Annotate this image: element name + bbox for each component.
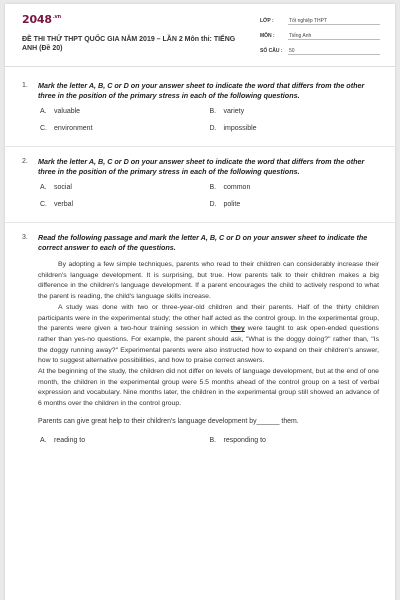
option-d[interactable]: D. polite [209, 201, 241, 208]
passage-paragraph: A study was done with two or three-year-old children and their parents. Half of the thirty children participants were in the experimental study; the other half acted as the control group. In the experimental group, the parents were given a two-hour training session in which they were taught to ask open-ended questions rather than yes-no questions. For example, the parent should ask, "What is the doggy doing?" rather than, "Is the doggy running away?" Experimental parents were also instructed how to expand on their children's answer, how to suggest alternative possibilities, and how to praise correct answers. [38, 303, 379, 365]
answer-options [40, 184, 379, 208]
site-logo[interactable]: $2048^{.vn}$ [22, 13, 61, 26]
exam-meta [260, 18, 380, 63]
exam-page [5, 4, 395, 600]
meta-value: Tốt nghiệp THPT [288, 18, 380, 25]
exam-content [5, 67, 395, 448]
divider [5, 222, 395, 223]
question-number: 1. [22, 82, 28, 89]
question-instruction: Mark the letter A, B, C or D on your answer sheet to indicate the word that differs from the other three in the position of the primary stress in each of the following questions. [38, 157, 365, 176]
meta-label: MÔN : [260, 33, 275, 39]
option-a[interactable]: A. reading to [40, 436, 86, 444]
reading-passage [38, 260, 379, 410]
question-3 [22, 233, 379, 448]
exam-title: ĐỀ THI THỬ THPT QUỐC GIA NĂM 2019 – LẦN 2 Môn thi: TIẾNG ANH (Đề 20) [22, 36, 236, 52]
option-b[interactable]: B. common [209, 184, 251, 191]
option-c[interactable]: C. environment [40, 125, 93, 132]
question-stem: Parents can give great help to their children's language development by______ them. [38, 417, 299, 425]
answer-options [40, 437, 379, 444]
question-instruction: Read the following passage and mark the letter A, B, C or D on your answer sheet to indicate the correct answer to each of the questions. [38, 233, 368, 252]
option-c[interactable]: C. verbal [40, 201, 74, 208]
meta-row-subject [260, 33, 380, 45]
option-d[interactable]: D. impossible [209, 125, 257, 132]
exam-header [5, 4, 395, 67]
meta-value: 50 [288, 48, 380, 55]
question-number: 3. [22, 234, 28, 241]
option-a[interactable]: A. valuable [40, 108, 81, 115]
meta-value: Tiếng Anh [288, 33, 380, 40]
option-b[interactable]: B. variety [209, 108, 245, 115]
meta-row-count [260, 48, 380, 60]
question-1 [22, 81, 379, 136]
meta-label: LỚP : [260, 18, 274, 24]
passage-paragraph: By adopting a few simple techniques, parents who read to their children can considerably increase their children's language development. It is surprising, but true. How parents talk to their children makes a big difference in the children's language development. If a parent encourages the child to actively respond to what the parent is reading, the child's language skills increase. [38, 261, 379, 301]
question-2 [22, 157, 379, 212]
question-instruction: Mark the letter A, B, C or D on your answer sheet to indicate the word that differs from the other three in the position of the primary stress in each of the following questions. [38, 81, 365, 100]
underlined-word: they [230, 325, 245, 333]
option-a[interactable]: A. social [40, 184, 72, 191]
meta-label: SỐ CÂU : [260, 48, 283, 54]
divider [5, 146, 395, 147]
passage-paragraph: At the beginning of the study, the children did not differ on levels of language development, but at the end of one month, the children in the experimental group were 5.5 months ahead of the control group on a test of verbal expression and vocabulary. Nine months later, the children in the experimental group still showed an advance of 6 months over the children in the control group. [38, 368, 379, 408]
answer-options [40, 108, 379, 132]
question-number: 2. [22, 158, 28, 165]
meta-row-class [260, 18, 380, 30]
option-b[interactable]: B. responding to [209, 436, 266, 444]
